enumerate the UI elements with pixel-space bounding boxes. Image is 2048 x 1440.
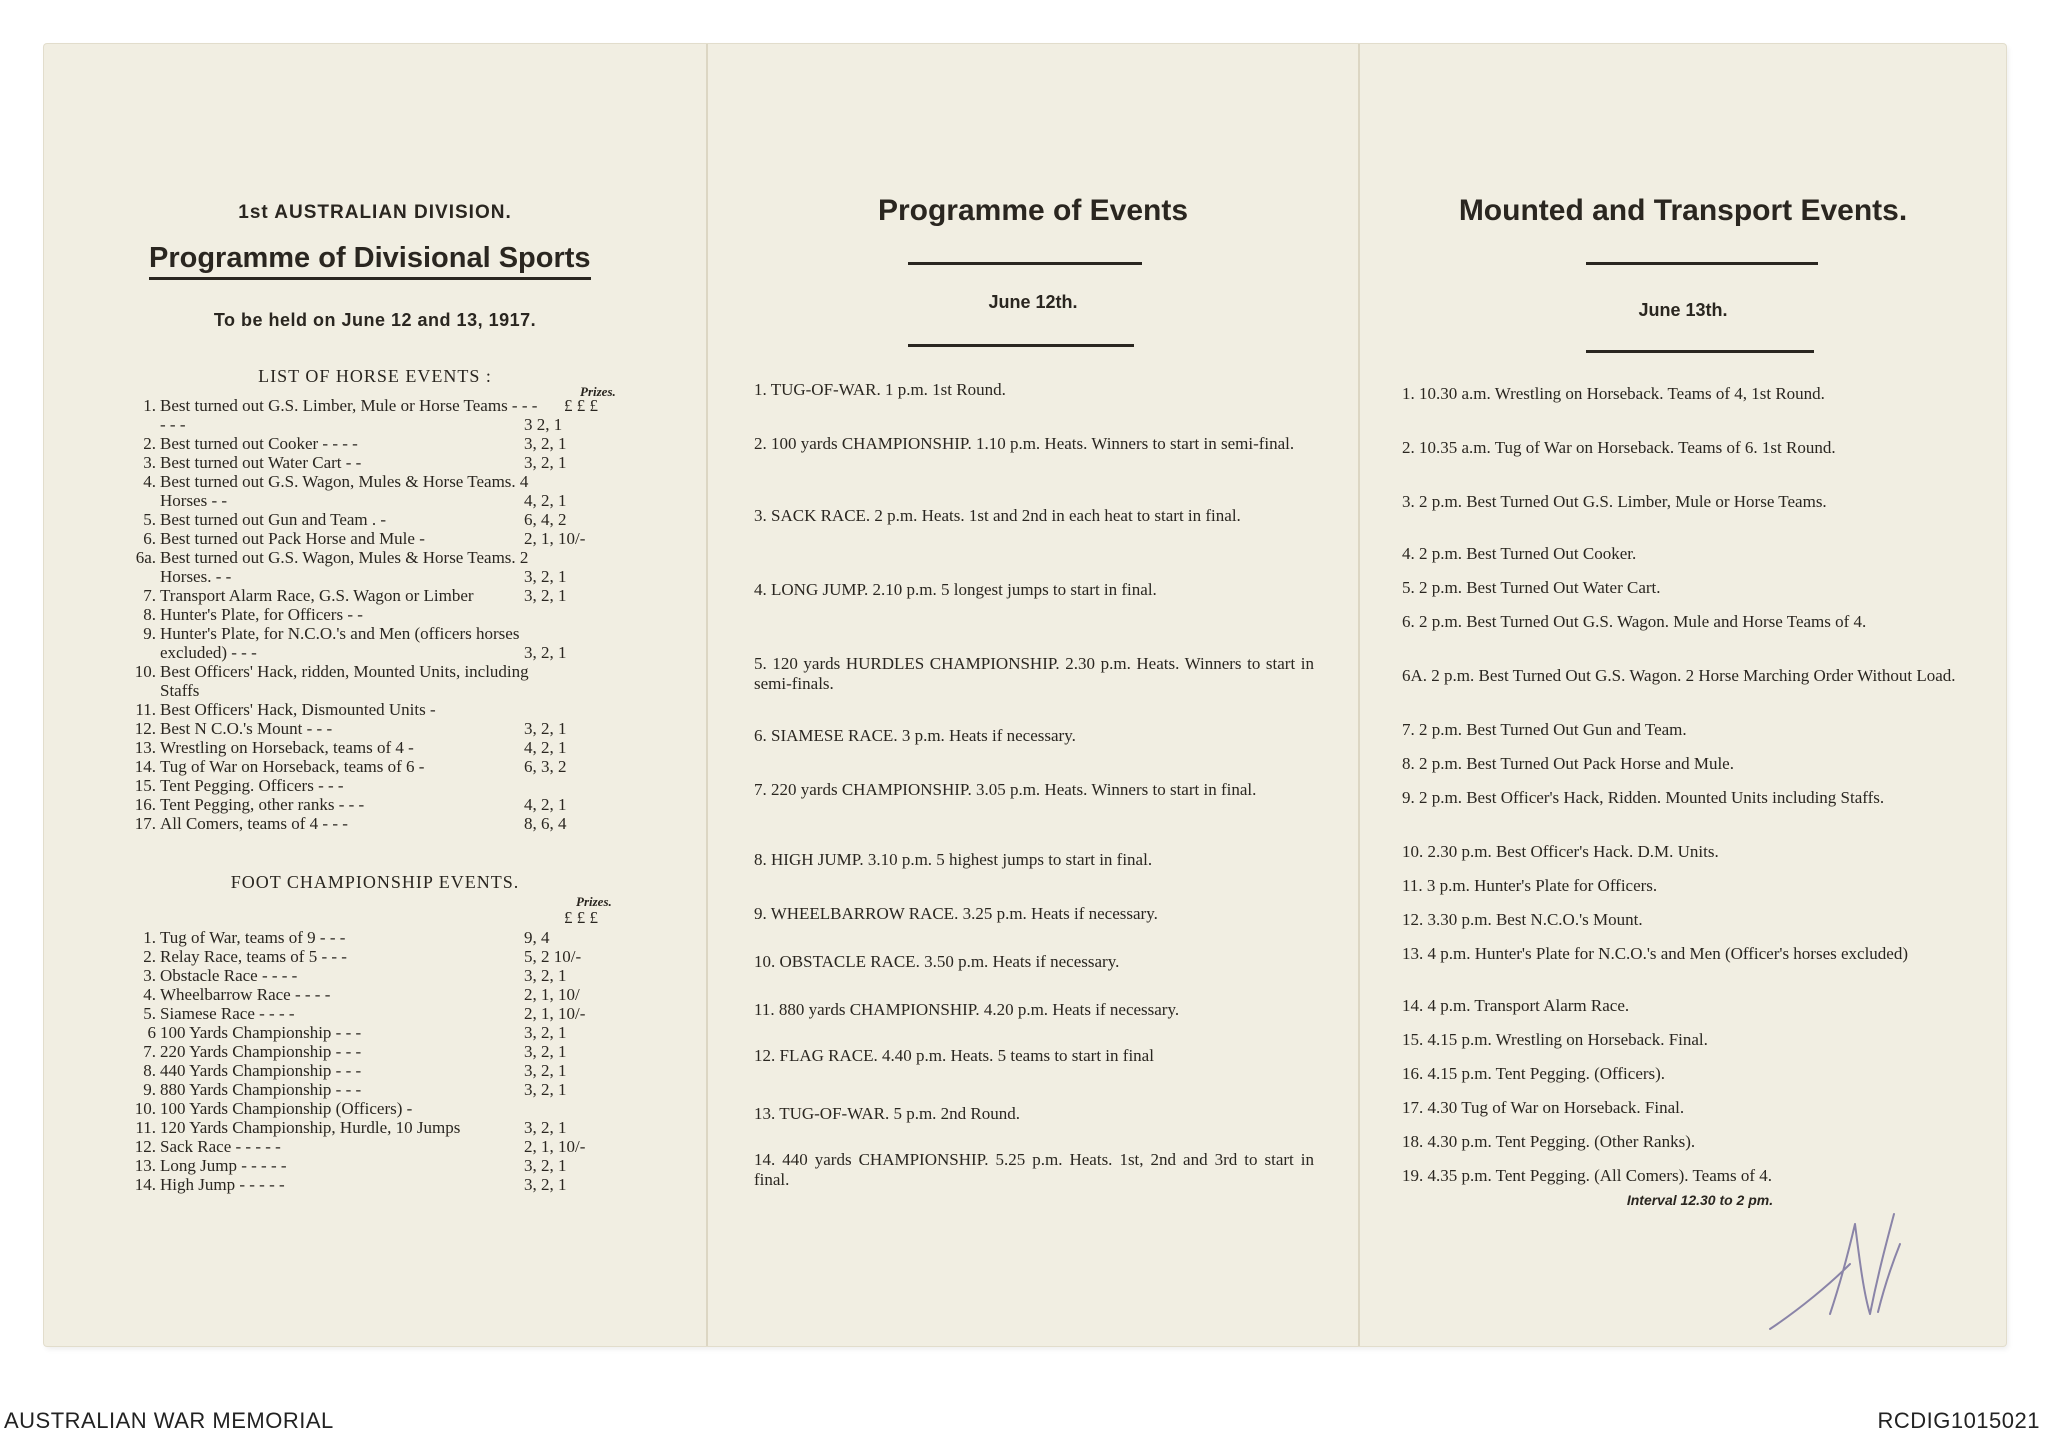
item-prize: 8, 6, 4 bbox=[524, 814, 567, 833]
item-number: 9. bbox=[143, 1080, 156, 1099]
footer-record-id: RCDIG1015021 bbox=[1877, 1408, 2040, 1433]
item-text: 880 Yards Championship - - - bbox=[160, 1080, 362, 1099]
event-item: 13. TUG-OF-WAR. 5 p.m. 2nd Round. bbox=[754, 1104, 1021, 1123]
item-prize: 2, 1, 10/ bbox=[524, 985, 580, 1004]
event-item: 15. 4.15 p.m. Wrestling on Horseback. Final. bbox=[1402, 1030, 1708, 1049]
event-item: 7. 220 yards CHAMPIONSHIP. 3.05 p.m. Heats. Winners to start in final. bbox=[754, 780, 1257, 799]
item-prize: 5, 2 10/- bbox=[524, 947, 582, 966]
footer-source: AUSTRALIAN WAR MEMORIAL bbox=[4, 1408, 334, 1433]
list-item bbox=[126, 1099, 540, 1118]
list-item bbox=[126, 453, 567, 472]
item-number: 5. bbox=[143, 1004, 156, 1023]
foot-prizes-label: Prizes. bbox=[576, 894, 612, 909]
june-13-heading: June 13th. bbox=[1638, 300, 1728, 320]
item-prize: 3, 2, 1 bbox=[524, 966, 567, 985]
event-item: 8. HIGH JUMP. 3.10 p.m. 5 highest jumps to start in final. bbox=[754, 850, 1153, 869]
list-item bbox=[126, 700, 540, 719]
item-number: 4. bbox=[143, 472, 156, 491]
item-prize: 3, 2, 1 bbox=[524, 434, 567, 453]
item-text: Best turned out Cooker - - - - bbox=[160, 434, 358, 453]
item-text: Relay Race, teams of 5 - - - bbox=[160, 947, 347, 966]
item-number: 2. bbox=[143, 947, 156, 966]
list-item bbox=[126, 1175, 567, 1194]
item-text: 100 Yards Championship - - - bbox=[160, 1023, 362, 1042]
list-item bbox=[126, 1061, 567, 1080]
item-prize: 3, 2, 1 bbox=[524, 1175, 567, 1194]
item-number: 14. bbox=[134, 1175, 156, 1194]
date-rule bbox=[1586, 350, 1814, 353]
list-item bbox=[126, 1156, 567, 1175]
item-number: 5. bbox=[143, 510, 156, 529]
item-text: Best turned out G.S. Limber, Mule or Horse Teams - - - - - - bbox=[160, 396, 538, 434]
event-item: 10. 2.30 p.m. Best Officer's Hack. D.M. Units. bbox=[1402, 842, 1719, 861]
item-prize: 3, 2, 1 bbox=[524, 1042, 567, 1061]
event-item: 14. 4 p.m. Transport Alarm Race. bbox=[1402, 996, 1630, 1015]
horse-prizes-label: Prizes. bbox=[580, 384, 616, 399]
list-item bbox=[126, 928, 550, 947]
item-prize: 3, 2, 1 bbox=[524, 567, 567, 586]
item-prize: 3, 2, 1 bbox=[524, 643, 567, 662]
item-number: 11. bbox=[135, 1118, 156, 1137]
item-text: Tent Pegging, other ranks - - - bbox=[160, 795, 365, 814]
item-prize: 3, 2, 1 bbox=[524, 1080, 567, 1099]
item-text: 440 Yards Championship - - - bbox=[160, 1061, 362, 1080]
event-item: 4. LONG JUMP. 2.10 p.m. 5 longest jumps to start in final. bbox=[754, 580, 1157, 599]
event-item: 14. 440 yards CHAMPIONSHIP. 5.25 p.m. Heats. 1st, 2nd and 3rd to start in final. bbox=[754, 1150, 1314, 1189]
item-text: Best Officers' Hack, Dismounted Units - bbox=[160, 700, 436, 719]
item-text: 120 Yards Championship, Hurdle, 10 Jumps bbox=[160, 1118, 461, 1137]
list-item bbox=[126, 795, 567, 814]
item-prize: 4, 2, 1 bbox=[524, 738, 567, 757]
date-rule bbox=[908, 344, 1134, 347]
item-number: 8. bbox=[143, 605, 156, 624]
item-number: 13. bbox=[134, 738, 156, 757]
item-prize: 3, 2, 1 bbox=[524, 1023, 567, 1042]
item-text: Tent Pegging. Officers - - - bbox=[160, 776, 344, 795]
item-text: Tug of War on Horseback, teams of 6 - bbox=[160, 757, 425, 776]
list-item bbox=[126, 776, 540, 795]
list-item bbox=[126, 1042, 567, 1061]
event-item: 16. 4.15 p.m. Tent Pegging. (Officers). bbox=[1402, 1064, 1666, 1083]
list-item bbox=[126, 814, 567, 833]
item-text: 220 Yards Championship - - - bbox=[160, 1042, 362, 1061]
item-prize: 2, 1, 10/- bbox=[524, 1137, 586, 1156]
left-panel bbox=[44, 44, 706, 1346]
list-item bbox=[126, 1004, 586, 1023]
item-text: Hunter's Plate, for Officers - - bbox=[160, 605, 363, 624]
list-item bbox=[126, 472, 567, 510]
horse-currency: £ £ £ bbox=[564, 396, 598, 415]
mounted-transport-title: Mounted and Transport Events. bbox=[1458, 194, 1908, 227]
item-number: 11. bbox=[135, 700, 156, 719]
horse-events-list bbox=[126, 396, 586, 833]
item-prize: 3 2, 1 bbox=[524, 415, 563, 434]
event-item: 5. 120 yards HURDLES CHAMPIONSHIP. 2.30 p.m. Heats. Winners to start in semi-finals. bbox=[754, 654, 1314, 693]
item-text: Siamese Race - - - - bbox=[160, 1004, 295, 1023]
division-heading: 1st AUSTRALIAN DIVISION. bbox=[238, 202, 512, 223]
list-item bbox=[126, 605, 540, 624]
item-text: Best turned out Water Cart - - bbox=[160, 453, 362, 472]
title-rule bbox=[908, 262, 1142, 265]
item-number: 10. bbox=[134, 662, 156, 681]
item-text: High Jump - - - - - bbox=[160, 1175, 285, 1194]
item-number: 6a. bbox=[135, 548, 156, 567]
event-item: 11. 3 p.m. Hunter's Plate for Officers. bbox=[1402, 876, 1658, 895]
event-item: 2. 100 yards CHAMPIONSHIP. 1.10 p.m. Heats. Winners to start in semi-final. bbox=[754, 434, 1295, 453]
item-text: Long Jump - - - - - bbox=[160, 1156, 287, 1175]
list-item bbox=[126, 738, 567, 757]
list-item bbox=[126, 757, 567, 776]
list-item bbox=[126, 966, 567, 985]
programme-title: Programme of Divisional Sports bbox=[149, 242, 591, 280]
list-item bbox=[126, 529, 586, 548]
item-prize: 3, 2, 1 bbox=[524, 719, 567, 738]
interval-note: Interval 12.30 to 2 pm. bbox=[1626, 1192, 1774, 1208]
item-prize: 3, 2, 1 bbox=[524, 1061, 567, 1080]
item-prize: 2, 1, 10/- bbox=[524, 1004, 586, 1023]
item-prize: 6, 3, 2 bbox=[524, 757, 567, 776]
item-text: 100 Yards Championship (Officers) - bbox=[160, 1099, 413, 1118]
item-number: 17. bbox=[134, 814, 156, 833]
event-item: 12. FLAG RACE. 4.40 p.m. Heats. 5 teams to start in final bbox=[754, 1046, 1154, 1065]
right-panel bbox=[1358, 44, 2006, 1346]
event-item: 1. TUG-OF-WAR. 1 p.m. 1st Round. bbox=[754, 380, 1006, 399]
item-text: Wheelbarrow Race - - - - bbox=[160, 985, 331, 1004]
event-item: 18. 4.30 p.m. Tent Pegging. (Other Ranks). bbox=[1402, 1132, 1696, 1151]
item-text: Best N C.O.'s Mount - - - bbox=[160, 719, 333, 738]
list-item bbox=[126, 1023, 567, 1042]
item-number: 9. bbox=[143, 624, 156, 643]
sports-dates: To be held on June 12 and 13, 1917. bbox=[213, 310, 537, 330]
item-text: Tug of War, teams of 9 - - - bbox=[160, 928, 346, 947]
foot-events-list bbox=[126, 928, 586, 1194]
foot-currency: £ £ £ bbox=[564, 908, 598, 927]
title-rule bbox=[1586, 262, 1818, 265]
item-number: 12. bbox=[134, 719, 156, 738]
item-prize: 3, 2, 1 bbox=[524, 1118, 567, 1137]
list-item bbox=[126, 1080, 567, 1099]
item-text: Best Officers' Hack, ridden, Mounted Units, including Staffs bbox=[160, 662, 529, 700]
item-number: 8. bbox=[143, 1061, 156, 1080]
item-number: 16. bbox=[134, 795, 156, 814]
item-number: 7. bbox=[143, 1042, 156, 1061]
item-text: Obstacle Race - - - - bbox=[160, 966, 298, 985]
item-prize: 3, 2, 1 bbox=[524, 453, 567, 472]
item-number: 3. bbox=[143, 453, 156, 472]
event-item: 3. 2 p.m. Best Turned Out G.S. Limber, Mule or Horse Teams. bbox=[1402, 492, 1827, 511]
event-item: 8. 2 p.m. Best Turned Out Pack Horse and Mule. bbox=[1402, 754, 1734, 773]
item-text: Sack Race - - - - - bbox=[160, 1137, 281, 1156]
list-item bbox=[126, 985, 580, 1004]
event-item: 7. 2 p.m. Best Turned Out Gun and Team. bbox=[1402, 720, 1687, 739]
list-item bbox=[126, 510, 567, 529]
item-text: Best turned out Pack Horse and Mule - bbox=[160, 529, 425, 548]
event-item: 6A. 2 p.m. Best Turned Out G.S. Wagon. 2 Horse Marching Order Without Load. bbox=[1402, 666, 1956, 685]
list-item bbox=[126, 586, 567, 605]
item-prize: 4, 2, 1 bbox=[524, 795, 567, 814]
list-item bbox=[126, 624, 567, 662]
item-text: Hunter's Plate, for N.C.O.'s and Men (officers horses excluded) - - - bbox=[160, 624, 520, 662]
programme-sheet bbox=[44, 44, 2006, 1346]
event-item: 13. 4 p.m. Hunter's Plate for N.C.O.'s and Men (Officer's horses excluded) bbox=[1402, 944, 1909, 963]
list-item bbox=[126, 548, 567, 586]
item-prize: 3, 2, 1 bbox=[524, 1156, 567, 1175]
event-item: 9. WHEELBARROW RACE. 3.25 p.m. Heats if necessary. bbox=[754, 904, 1158, 923]
item-number: 7. bbox=[143, 586, 156, 605]
item-prize: 2, 1, 10/- bbox=[524, 529, 586, 548]
event-item: 11. 880 yards CHAMPIONSHIP. 4.20 p.m. Heats if necessary. bbox=[754, 1000, 1180, 1019]
event-item: 5. 2 p.m. Best Turned Out Water Cart. bbox=[1402, 578, 1661, 597]
event-item: 9. 2 p.m. Best Officer's Hack, Ridden. Mounted Units including Staffs. bbox=[1402, 788, 1885, 807]
item-number: 10. bbox=[134, 1099, 156, 1118]
list-item bbox=[126, 1118, 567, 1137]
event-item: 12. 3.30 p.m. Best N.C.O.'s Mount. bbox=[1402, 910, 1643, 929]
list-item bbox=[126, 434, 567, 453]
item-text: Best turned out G.S. Wagon, Mules & Horse Teams. 2 Horses. - - bbox=[160, 548, 529, 586]
item-text: Wrestling on Horseback, teams of 4 - bbox=[160, 738, 414, 757]
horse-events-heading: LIST OF HORSE EVENTS : bbox=[258, 366, 492, 386]
item-number: 1. bbox=[143, 928, 156, 947]
event-item: 6. SIAMESE RACE. 3 p.m. Heats if necessary. bbox=[754, 726, 1076, 745]
item-number: 6. bbox=[143, 529, 156, 548]
june-12-heading: June 12th. bbox=[988, 292, 1078, 312]
item-number: 12. bbox=[134, 1137, 156, 1156]
event-item: 10. OBSTACLE RACE. 3.50 p.m. Heats if necessary. bbox=[754, 952, 1120, 971]
item-number: 6 bbox=[147, 1023, 156, 1042]
list-item bbox=[126, 1137, 586, 1156]
item-text: Transport Alarm Race, G.S. Wagon or Limber bbox=[160, 586, 474, 605]
item-number: 13. bbox=[134, 1156, 156, 1175]
list-item bbox=[126, 396, 563, 434]
item-number: 15. bbox=[134, 776, 156, 795]
item-prize: 9, 4 bbox=[524, 928, 550, 947]
item-prize: 6, 4, 2 bbox=[524, 510, 567, 529]
item-number: 3. bbox=[143, 966, 156, 985]
list-item bbox=[126, 662, 540, 700]
event-item: 17. 4.30 Tug of War on Horseback. Final. bbox=[1402, 1098, 1685, 1117]
item-prize: 3, 2, 1 bbox=[524, 586, 567, 605]
list-item bbox=[126, 719, 567, 738]
programme-of-events-title: Programme of Events bbox=[877, 194, 1189, 227]
item-text: Best turned out Gun and Team . - bbox=[160, 510, 387, 529]
event-item: 2. 10.35 a.m. Tug of War on Horseback. Teams of 6. 1st Round. bbox=[1402, 438, 1836, 457]
item-prize: 4, 2, 1 bbox=[524, 491, 567, 510]
item-text: All Comers, teams of 4 - - - bbox=[160, 814, 348, 833]
event-item: 4. 2 p.m. Best Turned Out Cooker. bbox=[1402, 544, 1637, 563]
event-item: 6. 2 p.m. Best Turned Out G.S. Wagon. Mule and Horse Teams of 4. bbox=[1402, 612, 1867, 631]
signature-mark bbox=[1760, 1194, 1940, 1344]
item-number: 4. bbox=[143, 985, 156, 1004]
list-item bbox=[126, 947, 582, 966]
event-item: 3. SACK RACE. 2 p.m. Heats. 1st and 2nd in each heat to start in final. bbox=[754, 506, 1241, 525]
item-number: 1. bbox=[143, 396, 156, 415]
middle-panel bbox=[706, 44, 1358, 1346]
event-item: 19. 4.35 p.m. Tent Pegging. (All Comers). Teams of 4. bbox=[1402, 1166, 1773, 1185]
event-item: 1. 10.30 a.m. Wrestling on Horseback. Teams of 4, 1st Round. bbox=[1402, 384, 1825, 403]
item-text: Best turned out G.S. Wagon, Mules & Horse Teams. 4 Horses - - bbox=[160, 472, 529, 510]
item-number: 14. bbox=[134, 757, 156, 776]
item-number: 2. bbox=[143, 434, 156, 453]
foot-events-heading: FOOT CHAMPIONSHIP EVENTS. bbox=[230, 872, 520, 892]
